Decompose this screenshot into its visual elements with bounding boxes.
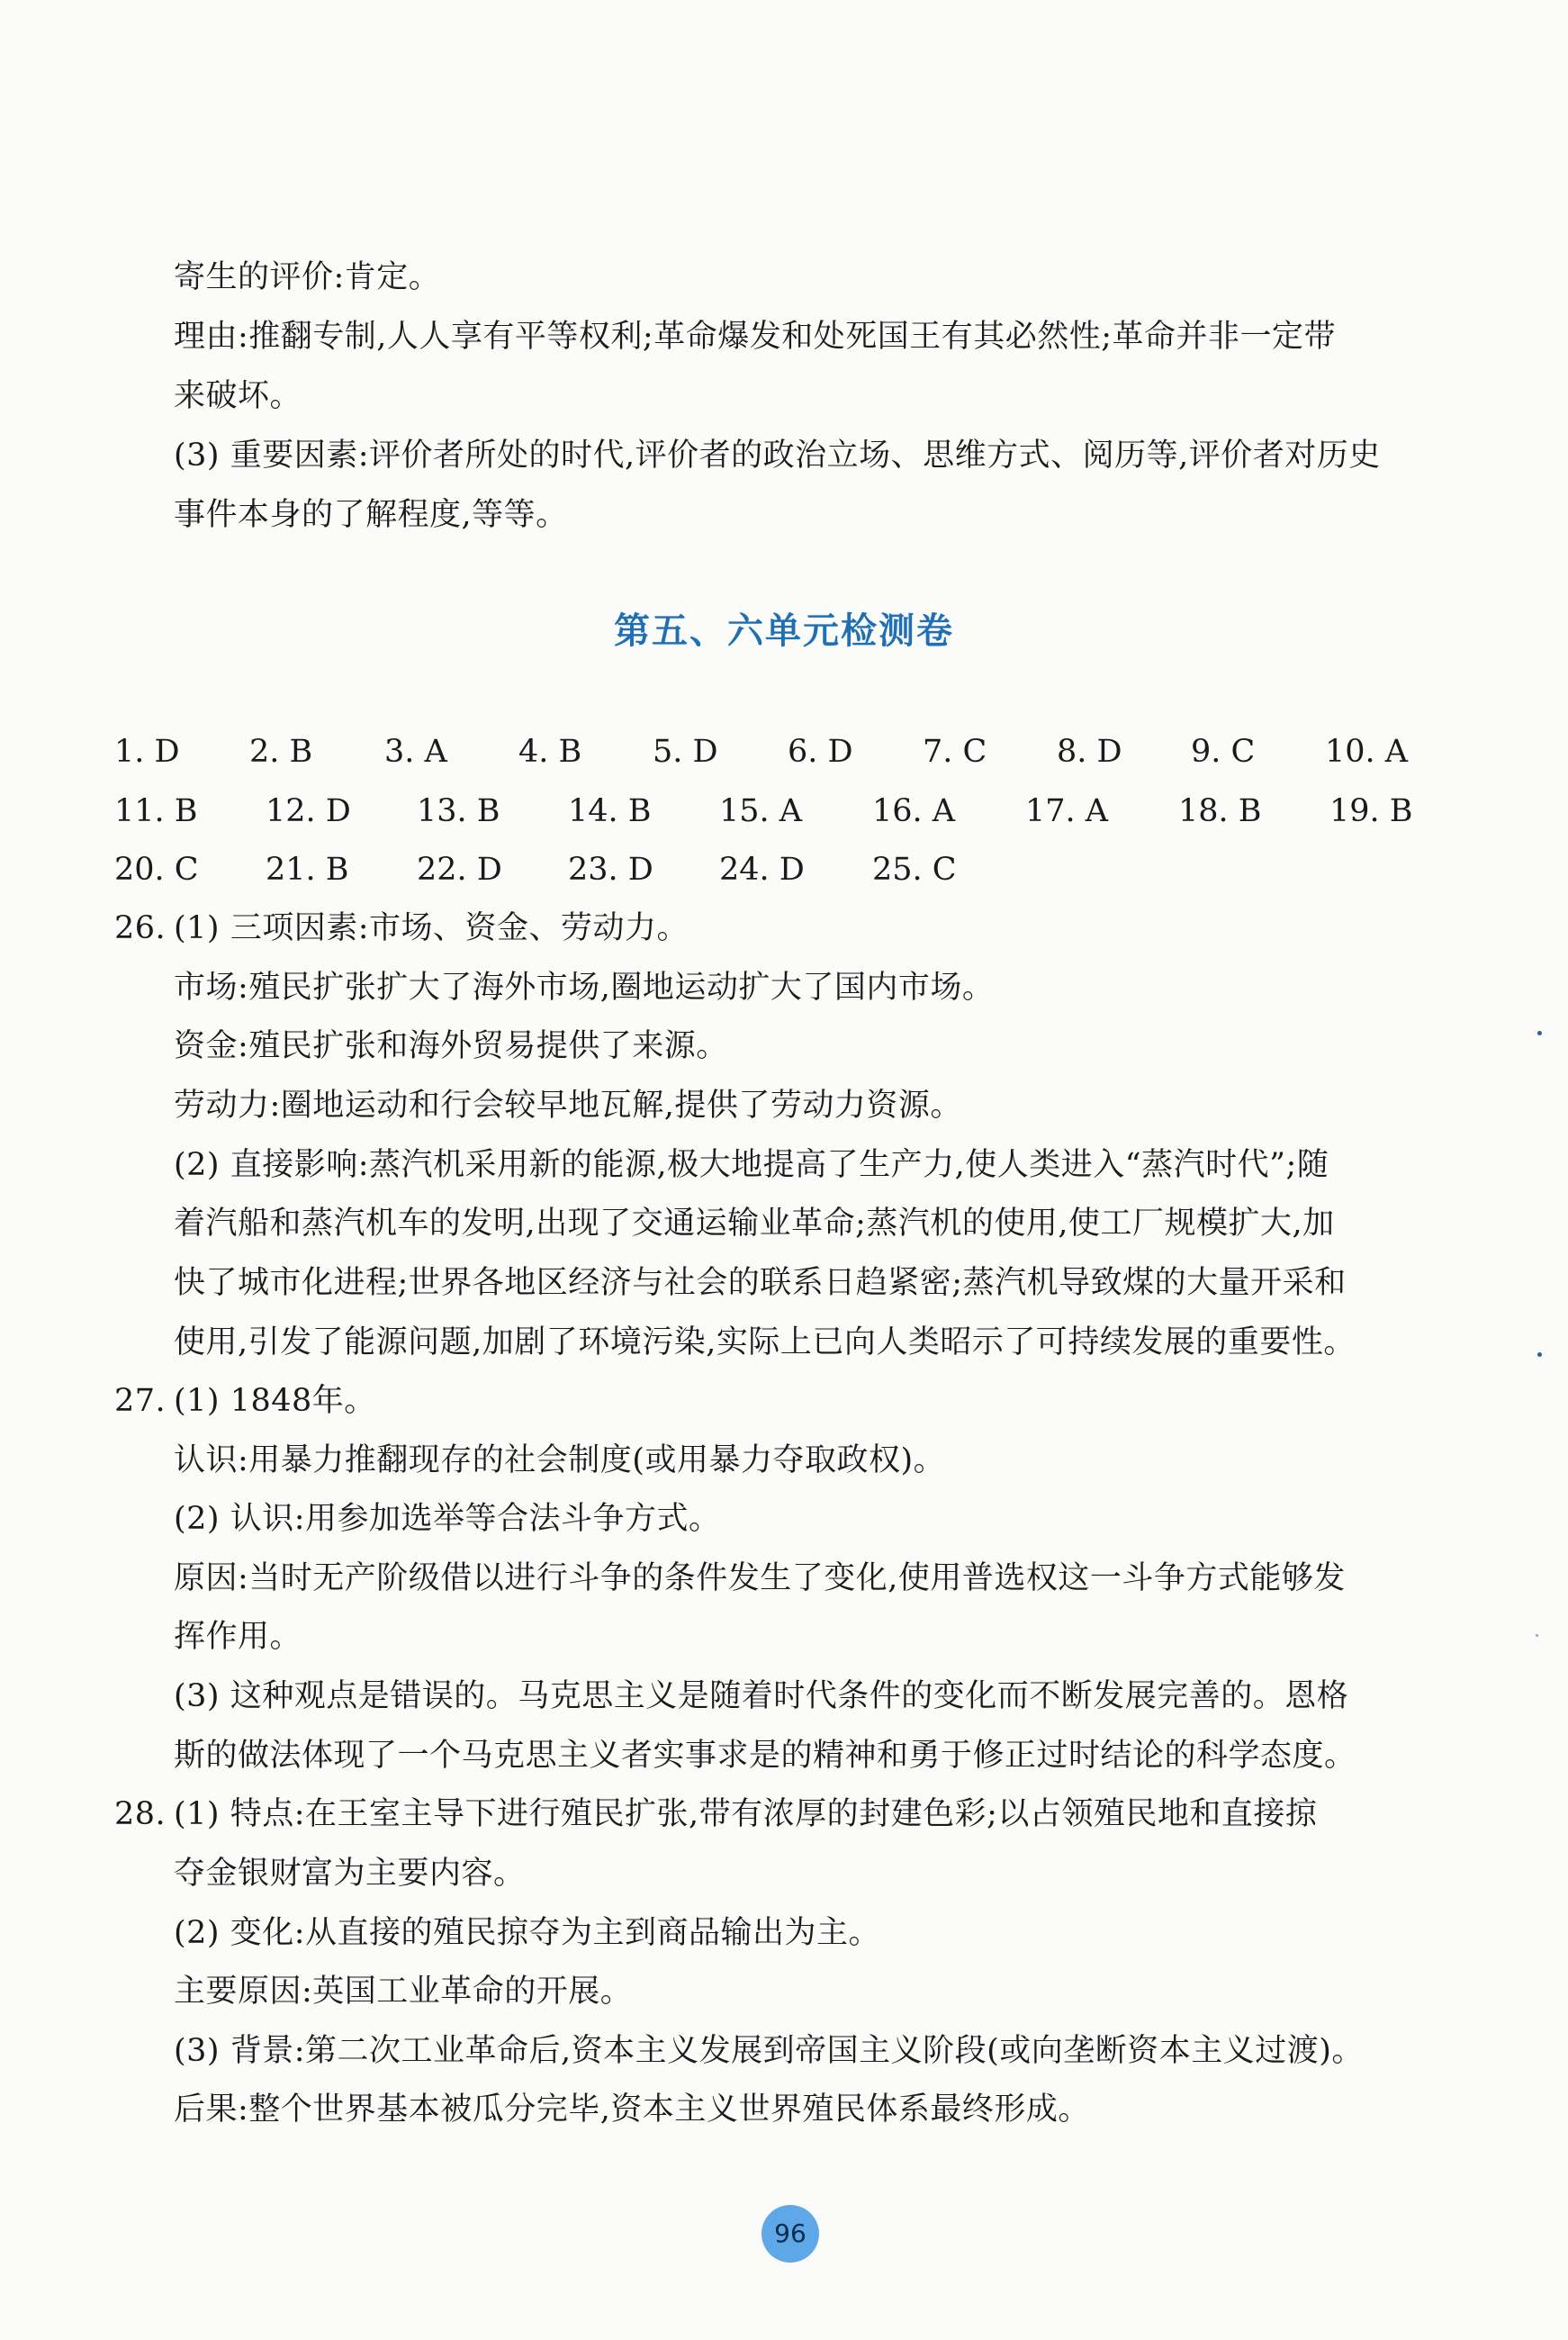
- scan-speck: [1537, 1352, 1542, 1357]
- answer-item: 19. B: [1329, 793, 1413, 829]
- text-line: (3) 重要因素:评价者所处的时代,评价者的政治立场、思维方式、阅历等,评价者对历史: [174, 438, 1381, 474]
- question-number: 28.: [114, 1796, 167, 1832]
- answer-item: 8. D: [1057, 734, 1122, 770]
- question-number: 26.: [114, 910, 167, 946]
- answer-row: [114, 729, 1464, 774]
- answer-item: 16. A: [872, 793, 956, 829]
- answer-item: 1. D: [114, 734, 180, 770]
- answer-item: 23. D: [568, 852, 653, 888]
- answer-item: 13. B: [417, 793, 500, 829]
- answer-item: 10. A: [1325, 734, 1409, 770]
- text-line: 寄生的评价:肯定。: [174, 259, 441, 295]
- text-line: 着汽船和蒸汽机车的发明,出现了交通运输业革命;蒸汽机的使用,使工厂规模扩大,加: [174, 1206, 1335, 1242]
- text-line: 夺金银财富为主要内容。: [174, 1856, 526, 1892]
- text-line: 资金:殖民扩张和海外贸易提供了来源。: [174, 1028, 728, 1064]
- answer-item: 6. D: [788, 734, 853, 770]
- answer-item: 24. D: [719, 852, 805, 888]
- answer-row: [114, 789, 1464, 834]
- answer-item: 22. D: [417, 852, 502, 888]
- scan-speck: [1537, 1031, 1542, 1035]
- section-title: 第五、六单元检测卷: [614, 610, 954, 652]
- text-line: 认识:用暴力推翻现存的社会制度(或用暴力夺取政权)。: [174, 1442, 946, 1478]
- text-line: 原因:当时无产阶级借以进行斗争的条件发生了变化,使用普选权这一斗争方式能够发: [174, 1560, 1346, 1596]
- answer-item: 18. B: [1178, 793, 1262, 829]
- text-line: 事件本身的了解程度,等等。: [174, 497, 568, 533]
- answer-row: [114, 847, 1464, 892]
- text-line: (2) 认识:用参加选举等合法斗争方式。: [174, 1501, 721, 1537]
- text-line: (1) 1848年。: [174, 1383, 376, 1419]
- text-line: (1) 特点:在王室主导下进行殖民扩张,带有浓厚的封建色彩;以占领殖民地和直接掠: [174, 1796, 1318, 1832]
- answer-item: 14. B: [568, 793, 652, 829]
- text-line: 挥作用。: [174, 1619, 302, 1655]
- answer-item: 12. D: [266, 793, 351, 829]
- answer-item: 25. C: [872, 852, 957, 888]
- text-line: 使用,引发了能源问题,加剧了环境污染,实际上已向人类昭示了可持续发展的重要性。: [174, 1324, 1356, 1360]
- answer-item: 5. D: [653, 734, 718, 770]
- answer-item: 3. A: [384, 734, 447, 770]
- question-number: 27.: [114, 1383, 167, 1419]
- answer-item: 21. B: [266, 852, 349, 888]
- text-line: 后果:整个世界基本被瓜分完毕,资本主义世界殖民体系最终形成。: [174, 2092, 1090, 2128]
- text-line: (3) 这种观点是错误的。马克思主义是随着时代条件的变化而不断发展完善的。恩格: [174, 1678, 1349, 1714]
- text-line: (2) 直接影响:蒸汽机采用新的能源,极大地提高了生产力,使人类进入“蒸汽时代”;随: [174, 1147, 1329, 1183]
- text-line: 劳动力:圈地运动和行会较早地瓦解,提供了劳动力资源。: [174, 1088, 962, 1124]
- answer-item: 7. C: [923, 734, 987, 770]
- answer-item: 20. C: [114, 852, 199, 888]
- answer-item: 11. B: [114, 793, 198, 829]
- text-line: (2) 变化:从直接的殖民掠夺为主到商品输出为主。: [174, 1915, 880, 1951]
- text-line: 主要原因:英国工业革命的开展。: [174, 1974, 633, 2010]
- answer-item: 9. C: [1191, 734, 1256, 770]
- answer-item: 4. B: [518, 734, 582, 770]
- text-line: 理由:推翻专制,人人享有平等权利;革命爆发和处死国王有其必然性;革命并非一定带: [174, 319, 1337, 355]
- text-line: 斯的做法体现了一个马克思主义者实事求是的精神和勇于修正过时结论的科学态度。: [174, 1738, 1356, 1774]
- text-line: 市场:殖民扩张扩大了海外市场,圈地运动扩大了国内市场。: [174, 970, 995, 1006]
- answer-item: 17. A: [1025, 793, 1109, 829]
- answer-item: 15. A: [719, 793, 803, 829]
- page-number-badge: 96: [761, 2205, 819, 2263]
- answer-item: 2. B: [249, 734, 313, 770]
- text-line: 来破坏。: [174, 378, 302, 414]
- text-line: 快了城市化进程;世界各地区经济与社会的联系日趋紧密;蒸汽机导致煤的大量开采和: [174, 1265, 1347, 1301]
- text-line: (1) 三项因素:市场、资金、劳动力。: [174, 910, 689, 946]
- scan-speck: [1536, 1634, 1538, 1637]
- text-line: (3) 背景:第二次工业革命后,资本主义发展到帝国主义阶段(或向垄断资本主义过渡)。: [174, 2033, 1364, 2069]
